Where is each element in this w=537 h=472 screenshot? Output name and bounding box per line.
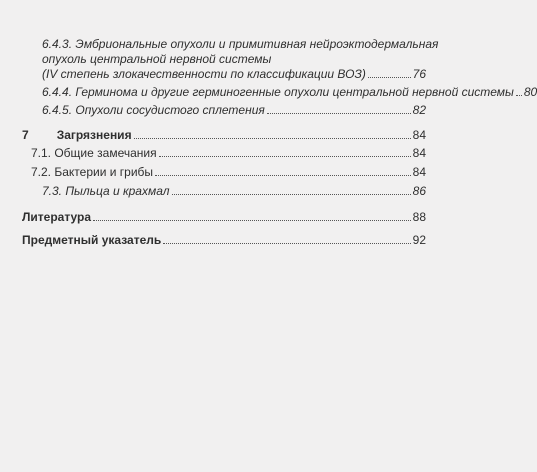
leader-dots [163, 243, 410, 244]
toc-literature[interactable] [22, 210, 426, 224]
toc-page-number: 88 [412, 210, 426, 224]
toc-entry-text: 7.3. Пыльца и крахмал [42, 184, 170, 198]
toc-entry-6-4-4[interactable] [42, 85, 537, 99]
leader-dots [155, 175, 411, 176]
toc-entry-6-4-3-line1 [42, 37, 438, 51]
toc-entry-text: Предметный указатель [22, 233, 162, 247]
toc-page-number: 86 [412, 184, 426, 198]
toc-entry-text: 7.1. Общие замечания [31, 146, 157, 160]
toc-entry-6-4-3-text-line2: опухоль центральной нервной системы [42, 52, 272, 66]
toc-entry-6-4-3-line2 [42, 52, 271, 66]
toc-entry-7-2[interactable] [31, 165, 426, 179]
toc-page-number: 84 [412, 128, 426, 142]
leader-dots [159, 156, 411, 157]
toc-entry-text: Литература [22, 210, 92, 224]
toc-entry-6-4-3-text-line3: (IV степень злокачественности по классификации ВОЗ) [42, 67, 366, 81]
leader-dots [93, 220, 411, 221]
toc-page-number: 92 [412, 233, 426, 247]
chapter-number: 7 [22, 128, 29, 142]
toc-entry-7-3[interactable] [42, 184, 426, 198]
chapter-title: Загрязнения [56, 128, 132, 142]
toc-page-number: 84 [412, 146, 426, 160]
toc-entry-6-4-3-text-line1: 6.4.3. Эмбриональные опухоли и примитивная нейроэктодермальная [42, 37, 439, 51]
toc-chapter-7[interactable] [22, 128, 426, 142]
toc-entry-6-4-3[interactable] [42, 67, 426, 81]
toc-page-number: 82 [412, 103, 426, 117]
toc-entry-text: 6.4.4. Герминома и другие герминогенные опухоли центральной нервной системы [42, 85, 514, 99]
toc-page-number: 76 [412, 67, 426, 81]
toc-entry-text: 6.4.5. Опухоли сосудистого сплетения [42, 103, 265, 117]
toc-page-number: 84 [412, 165, 426, 179]
toc-entry-6-4-5[interactable] [42, 103, 426, 117]
leader-dots [368, 77, 411, 78]
toc-page-number: 80 [523, 85, 537, 99]
leader-dots [267, 113, 411, 114]
leader-dots [172, 194, 411, 195]
leader-dots [516, 95, 522, 96]
toc-subject-index[interactable] [22, 233, 426, 247]
toc-entry-text: 7.2. Бактерии и грибы [31, 165, 154, 179]
leader-dots [134, 138, 411, 139]
toc-entry-7-1[interactable] [31, 146, 426, 160]
